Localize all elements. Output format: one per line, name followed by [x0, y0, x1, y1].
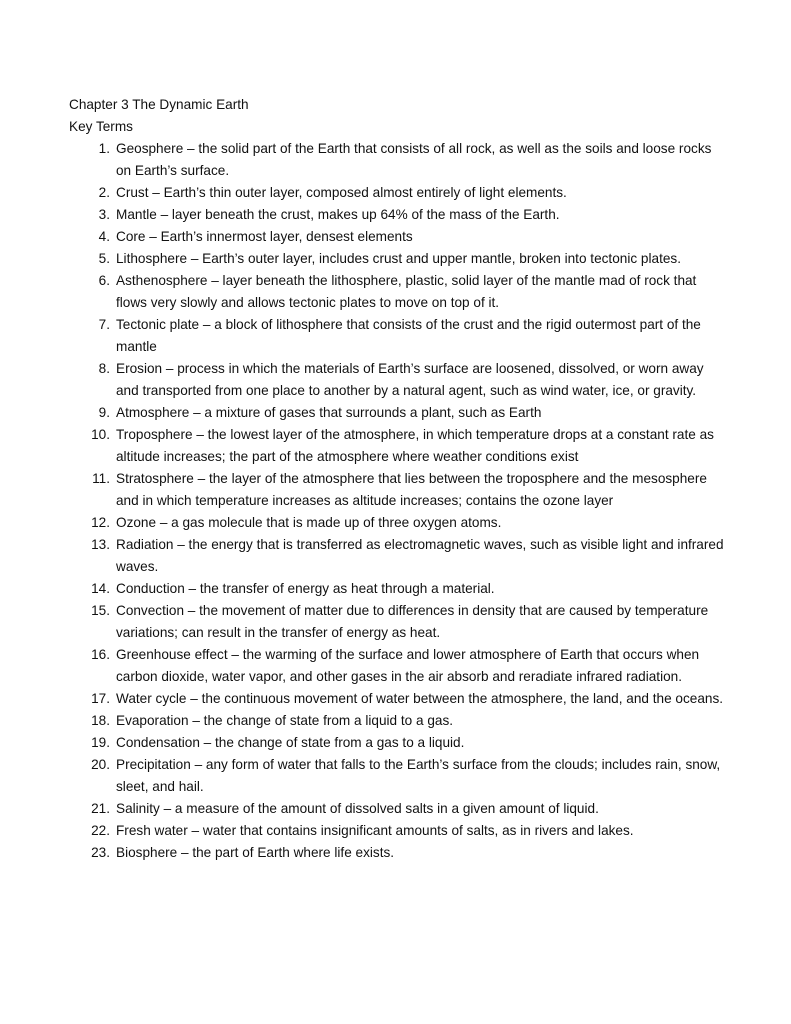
key-term-number: 14. [91, 581, 110, 596]
key-terms-list [69, 138, 729, 864]
key-term-text: Geosphere – the solid part of the Earth that consists of all rock, as well as the soils and loose rocks on Earth’s surface. [116, 141, 712, 178]
key-term-number: 4. [98, 229, 110, 244]
key-term-text: Convection – the movement of matter due to differences in density that are caused by temperature variations; can result in the transfer of energy as heat. [116, 603, 709, 640]
key-term-number: 3. [98, 207, 110, 222]
key-term-text: Salinity – a measure of the amount of dissolved salts in a given amount of liquid. [116, 801, 599, 816]
key-term-item [69, 468, 729, 512]
key-term-text: Ozone – a gas molecule that is made up of three oxygen atoms. [116, 515, 502, 530]
key-term-number: 12. [91, 515, 110, 530]
key-term-number: 22. [91, 823, 110, 838]
chapter-title: Chapter 3 The Dynamic Earth [69, 97, 249, 112]
key-term-text: Asthenosphere – layer beneath the lithosphere, plastic, solid layer of the mantle mad of rock that flows very slowly and allows tectonic plates to move on top of it. [116, 273, 697, 310]
key-term-text: Radiation – the energy that is transferred as electromagnetic waves, such as visible light and infrared waves. [116, 537, 724, 574]
key-term-number: 18. [91, 713, 110, 728]
key-term-number: 9. [98, 405, 110, 420]
key-term-number: 21. [91, 801, 110, 816]
key-term-text: Fresh water – water that contains insignificant amounts of salts, as in rivers and lakes. [116, 823, 634, 838]
key-term-item [69, 644, 729, 688]
key-term-text: Evaporation – the change of state from a liquid to a gas. [116, 713, 454, 728]
key-term-text: Conduction – the transfer of energy as heat through a material. [116, 581, 495, 596]
key-term-item [69, 710, 729, 732]
key-term-item [69, 314, 729, 358]
document-body [69, 94, 729, 864]
key-term-number: 17. [91, 691, 110, 706]
key-term-number: 15. [91, 603, 110, 618]
key-term-number: 11. [92, 471, 110, 486]
key-term-item [69, 534, 729, 578]
key-term-item [69, 424, 729, 468]
key-term-number: 20. [91, 757, 110, 772]
key-term-item [69, 182, 729, 204]
key-term-item [69, 820, 729, 842]
key-term-number: 5. [98, 251, 110, 266]
key-term-text: Stratosphere – the layer of the atmosphere that lies between the troposphere and the mesosphere and in which temperature increases as altitude increases; contains the ozone layer [116, 471, 707, 508]
key-term-item [69, 512, 729, 534]
key-term-text: Crust – Earth’s thin outer layer, composed almost entirely of light elements. [116, 185, 567, 200]
key-term-item [69, 578, 729, 600]
key-term-item [69, 226, 729, 248]
key-term-number: 16. [91, 647, 110, 662]
key-term-item [69, 732, 729, 754]
key-term-text: Greenhouse effect – the warming of the surface and lower atmosphere of Earth that occurs when carbon dioxide, water vapor, and other gases in the air absorb and reradiate infrared radiation. [116, 647, 700, 684]
key-term-number: 10. [91, 427, 110, 442]
key-term-item [69, 600, 729, 644]
key-term-item [69, 754, 729, 798]
key-term-item [69, 842, 729, 864]
key-term-item [69, 204, 729, 226]
key-term-item [69, 248, 729, 270]
key-term-number: 6. [98, 273, 110, 288]
key-term-number: 1. [98, 141, 110, 156]
key-term-item [69, 270, 729, 314]
key-term-number: 8. [98, 361, 110, 376]
key-term-text: Tectonic plate – a block of lithosphere that consists of the crust and the rigid outermost part of the mantle [116, 317, 701, 354]
key-term-text: Condensation – the change of state from a gas to a liquid. [116, 735, 465, 750]
key-term-number: 2. [98, 185, 110, 200]
key-term-item [69, 798, 729, 820]
key-term-text: Atmosphere – a mixture of gases that surrounds a plant, such as Earth [116, 405, 542, 420]
key-term-item [69, 358, 729, 402]
key-term-item [69, 138, 729, 182]
key-term-text: Water cycle – the continuous movement of water between the atmosphere, the land, and the oceans. [116, 691, 724, 706]
key-term-text: Core – Earth’s innermost layer, densest elements [116, 229, 413, 244]
key-term-number: 19. [91, 735, 110, 750]
key-term-item [69, 688, 729, 710]
key-term-number: 23. [91, 845, 110, 860]
key-term-number: 13. [91, 537, 110, 552]
key-term-number: 7. [98, 317, 110, 332]
key-term-text: Mantle – layer beneath the crust, makes up 64% of the mass of the Earth. [116, 207, 560, 222]
key-term-text: Lithosphere – Earth’s outer layer, includes crust and upper mantle, broken into tectonic plates. [116, 251, 681, 266]
key-term-item [69, 402, 729, 424]
key-term-text: Troposphere – the lowest layer of the atmosphere, in which temperature drops at a constant rate as altitude increases; the part of the atmosphere where weather conditions exist [116, 427, 714, 464]
key-terms-heading: Key Terms [69, 119, 133, 134]
key-term-text: Biosphere – the part of Earth where life exists. [116, 845, 395, 860]
key-term-text: Erosion – process in which the materials of Earth’s surface are loosened, dissolved, or worn away and transported from one place to another by a natural agent, such as wind water, ice, or gravity. [116, 361, 704, 398]
key-term-text: Precipitation – any form of water that falls to the Earth’s surface from the clouds; includes rain, snow, sleet, and hail. [116, 757, 721, 794]
